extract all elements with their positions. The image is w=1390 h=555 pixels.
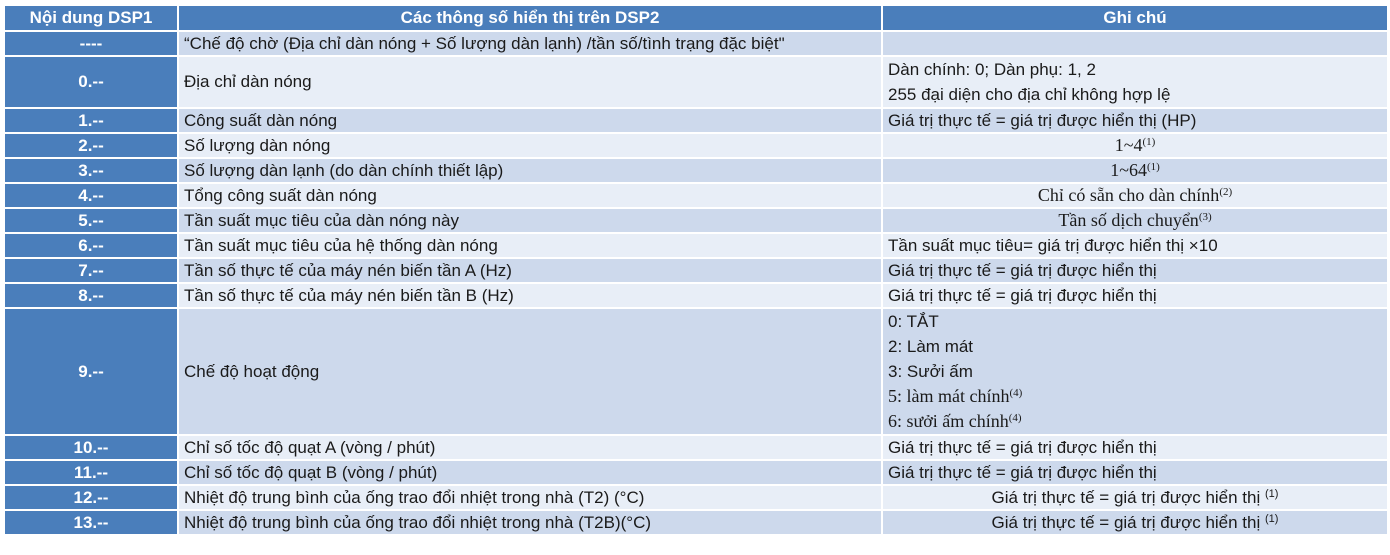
dsp2-description: Công suất dàn nóng (178, 108, 882, 133)
note-line: 2: Làm mát (888, 337, 974, 356)
header-dsp1: Nội dung DSP1 (4, 5, 178, 31)
note-text: 1~4 (1114, 135, 1143, 155)
dsp1-code: 1.-- (4, 108, 178, 133)
footnote-ref: (3) (1198, 211, 1212, 223)
dsp2-description: Chỉ số tốc độ quạt A (vòng / phút) (178, 435, 882, 460)
table-row (4, 133, 1388, 158)
note-line: 255 đại diện cho địa chỉ không hợp lệ (888, 85, 1171, 104)
note-text: 6: sưởi ấm chính (888, 411, 1009, 431)
note-text: Giá trị thực tế = giá trị được hiển thị (991, 487, 1265, 507)
note-line: Dàn chính: 0; Dàn phụ: 1, 2 (888, 60, 1096, 79)
dsp2-description: Chế độ hoạt động (178, 308, 882, 435)
note-text: 1~64 (1110, 160, 1147, 180)
note-cell (882, 158, 1388, 183)
footnote-ref: (1) (1146, 161, 1160, 173)
table-row (4, 485, 1388, 510)
dsp1-code: 5.-- (4, 208, 178, 233)
dsp1-code: 11.-- (4, 460, 178, 485)
note-cell (882, 485, 1388, 510)
dsp2-description: Nhiệt độ trung bình của ống trao đổi nhiệt trong nhà (T2) (°C) (178, 485, 882, 510)
table-row (4, 233, 1388, 258)
table-row (4, 308, 1388, 435)
footnote-ref: (1) (1264, 512, 1279, 525)
parameter-table (3, 4, 1389, 536)
dsp2-description: Địa chỉ dàn nóng (178, 56, 882, 108)
dsp2-description: Số lượng dàn lạnh (do dàn chính thiết lập) (178, 158, 882, 183)
note-cell (882, 183, 1388, 208)
dsp1-code: 3.-- (4, 158, 178, 183)
note-cell: Giá trị thực tế = giá trị được hiển thị (882, 258, 1388, 283)
footnote-ref: (4) (1008, 412, 1022, 424)
dsp2-description: Tần số thực tế của máy nén biến tần A (Hz) (178, 258, 882, 283)
dsp1-code: 10.-- (4, 435, 178, 460)
table-row (4, 31, 1388, 56)
note-line: 3: Sưởi ấm (888, 362, 973, 381)
header-notes: Ghi chú (882, 5, 1388, 31)
table-row (4, 158, 1388, 183)
dsp1-code: 4.-- (4, 183, 178, 208)
note-cell: Giá trị thực tế = giá trị được hiển thị (882, 283, 1388, 308)
header-row (4, 5, 1388, 31)
footnote-ref: (1) (1264, 487, 1279, 500)
note-cell: Giá trị thực tế = giá trị được hiển thị (882, 460, 1388, 485)
note-cell (882, 308, 1388, 435)
dsp1-code: 0.-- (4, 56, 178, 108)
dsp1-code: 12.-- (4, 485, 178, 510)
table-row (4, 258, 1388, 283)
note-cell (882, 31, 1388, 56)
note-cell (882, 208, 1388, 233)
dsp1-code: 7.-- (4, 258, 178, 283)
note-line (888, 409, 1387, 434)
table-row (4, 435, 1388, 460)
note-text: Chỉ có sẵn cho dàn chính (1037, 185, 1220, 205)
footnote-ref: (2) (1219, 186, 1233, 198)
dsp2-description: Tần số thực tế của máy nén biến tần B (Hz) (178, 283, 882, 308)
dsp1-code: ---- (4, 31, 178, 56)
dsp1-code: 8.-- (4, 283, 178, 308)
table-row (4, 56, 1388, 108)
dsp2-description: Chỉ số tốc độ quạt B (vòng / phút) (178, 460, 882, 485)
footnote-ref: (4) (1009, 387, 1023, 399)
dsp1-code: 6.-- (4, 233, 178, 258)
dsp1-code: 13.-- (4, 510, 178, 535)
footnote-ref: (1) (1142, 136, 1156, 148)
note-text: Tần số dịch chuyển (1058, 210, 1199, 230)
dsp2-description: Nhiệt độ trung bình của ống trao đổi nhiệt trong nhà (T2B)(°C) (178, 510, 882, 535)
table-row (4, 510, 1388, 535)
dsp2-description: Số lượng dàn nóng (178, 133, 882, 158)
note-cell (882, 510, 1388, 535)
table-row (4, 108, 1388, 133)
note-text: 5: làm mát chính (888, 386, 1010, 406)
dsp2-description: Tổng công suất dàn nóng (178, 183, 882, 208)
note-text: Giá trị thực tế = giá trị được hiển thị (991, 512, 1265, 532)
dsp2-description: Tần suất mục tiêu của hệ thống dàn nóng (178, 233, 882, 258)
note-cell (882, 133, 1388, 158)
dsp1-code: 2.-- (4, 133, 178, 158)
dsp1-code: 9.-- (4, 308, 178, 435)
dsp2-description: Tần suất mục tiêu của dàn nóng này (178, 208, 882, 233)
note-cell (882, 56, 1388, 108)
note-cell: Tần suất mục tiêu= giá trị được hiển thị ×10 (882, 233, 1388, 258)
table-row (4, 460, 1388, 485)
note-cell: Giá trị thực tế = giá trị được hiển thị (882, 435, 1388, 460)
table-row (4, 183, 1388, 208)
header-dsp2: Các thông số hiển thị trên DSP2 (178, 5, 882, 31)
note-cell: Giá trị thực tế = giá trị được hiển thị (HP) (882, 108, 1388, 133)
note-line (888, 384, 1387, 409)
table-row (4, 283, 1388, 308)
note-line: 0: TẮT (888, 312, 939, 331)
dsp2-description: “Chế độ chờ (Địa chỉ dàn nóng + Số lượng dàn lạnh) /tần số/tình trạng đặc biệt" (178, 31, 882, 56)
table-row (4, 208, 1388, 233)
